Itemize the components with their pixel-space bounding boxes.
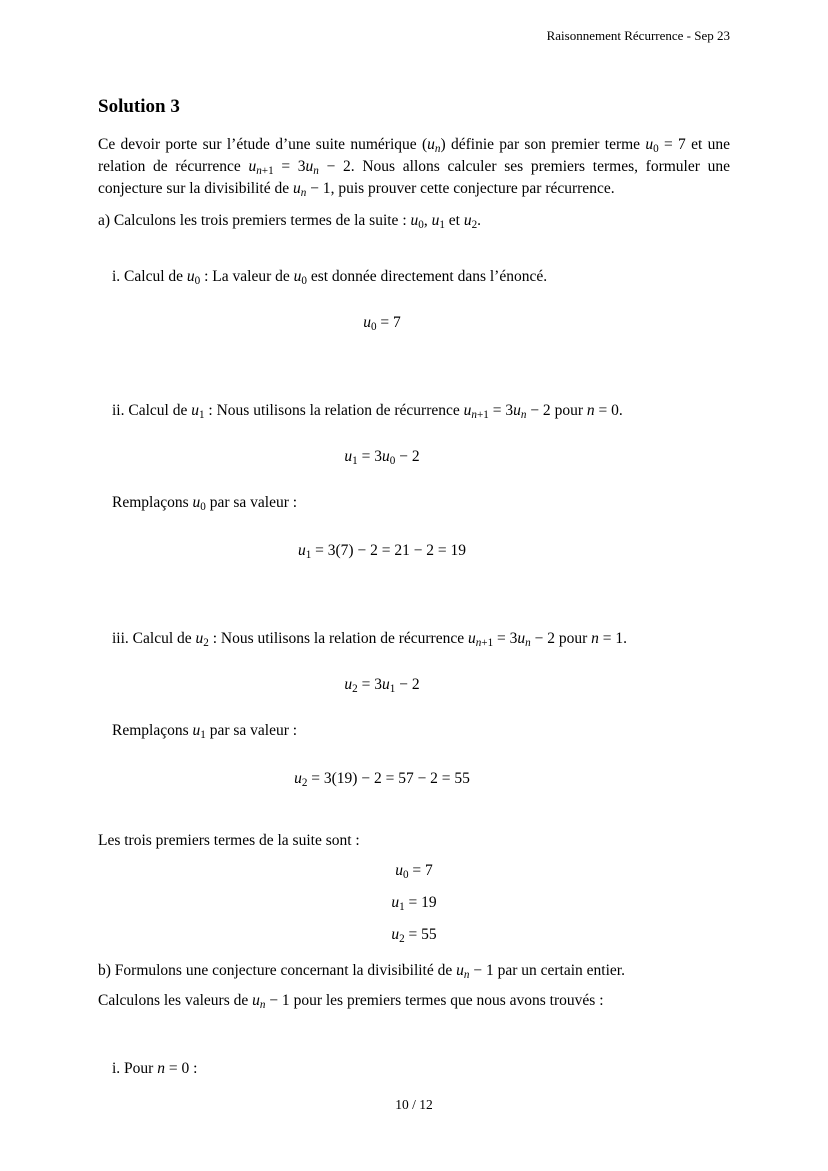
equation-u1-recurrence: $u_1 = 3u_0 - 2$ [344, 448, 420, 467]
step-a-iii-text: iii. Calcul de $u_2$ : Nous utilisons la relation de récurrence $u_{n+1} = 3u_n - 2$ pour n = 1. [112, 630, 628, 649]
solution-title: Solution 3 [98, 96, 180, 117]
step-a-i [112, 266, 730, 334]
summary-equation-u0: $u_0 = 7$ [395, 862, 433, 881]
summary-equation-u2: $u_2 = 55$ [391, 926, 437, 945]
step-b-i [112, 1058, 730, 1080]
running-header: Raisonnement Récurrence - Sep 23 [546, 28, 730, 43]
summary-text: Les trois premiers termes de la suite sont : [98, 832, 360, 849]
equation-u2-recurrence: $u_2 = 3u_1 - 2$ [344, 676, 420, 695]
part-a-heading: a) Calculons les trois premiers termes de la suite : $u_0$, $u_1$ et $u_2$. [98, 212, 482, 231]
step-a-iii [112, 628, 730, 790]
part-b-heading: b) Formulons une conjecture concernant la divisibilité de $u_n - 1$ par un certain entier. [98, 962, 625, 981]
equation-u1-value: $u_1 = 3(7) - 2 = 21 - 2 = 19$ [297, 542, 467, 561]
equation-u0: $u_0 = 7$ [363, 314, 401, 333]
intro-paragraph: Ce devoir porte sur l’étude d’une suite numérique $(u_n)$ définie par son premier terme $u_0 = 7$ et une relation de récurrence $u_{n+1} = 3u_n - 2$. Nous allons calculer ses premiers termes, formuler une conjecture sur la divisibilité de $u_n - 1$, puis prouver cette conjecture par récurrence. [98, 136, 730, 199]
step-a-ii-note: Remplaçons $u_0$ par sa valeur : [112, 494, 298, 513]
step-b-i-text: i. Pour n = 0 : [112, 1060, 198, 1077]
step-a-iii-note: Remplaçons $u_1$ par sa valeur : [112, 722, 298, 741]
step-a-ii [112, 400, 730, 562]
part-a-summary [98, 830, 730, 946]
summary-equation-u1: $u_1 = 19$ [391, 894, 437, 913]
page-content [98, 0, 730, 1080]
equation-u2-value: $u_2 = 3(19) - 2 = 57 - 2 = 55$ [294, 770, 470, 789]
step-a-ii-text: ii. Calcul de $u_1$ : Nous utilisons la relation de récurrence $u_{n+1} = 3u_n - 2$ pour n = 0. [112, 402, 623, 421]
page-number: 10 / 12 [395, 1097, 433, 1112]
part-b-text: Calculons les valeurs de $u_n - 1$ pour les premiers termes que nous avons trouvés : [98, 992, 604, 1011]
step-a-i-text: i. Calcul de $u_0$ : La valeur de $u_0$ est donnée directement dans l’énoncé. [112, 268, 548, 287]
